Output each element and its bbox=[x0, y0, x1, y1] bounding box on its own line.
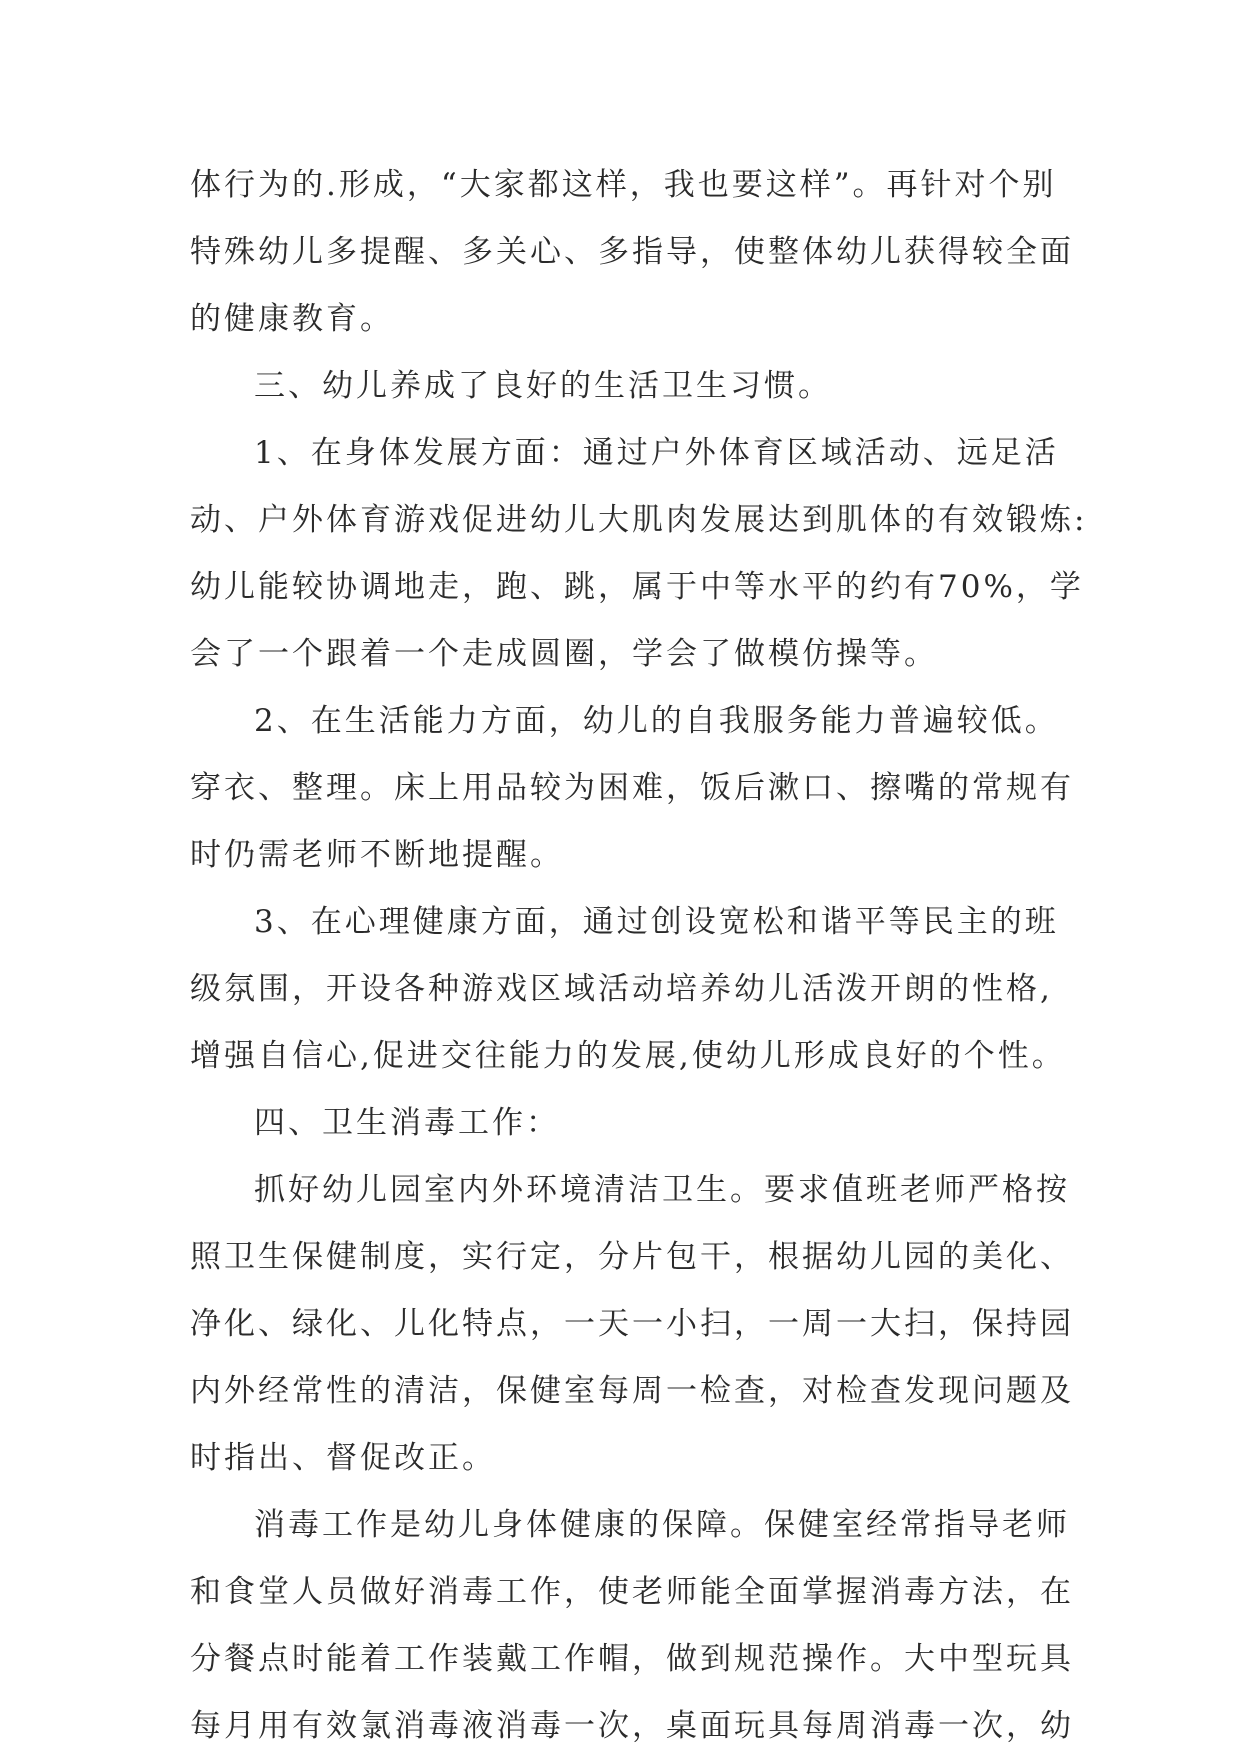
text-line: 时指出、督促改正。 bbox=[190, 1440, 496, 1476]
text-line: 和食堂人员做好消毒工作，使老师能全面掌握消毒方法，在 bbox=[190, 1574, 1074, 1610]
text-line: 会了一个跟着一个走成圆圈，学会了做模仿操等。 bbox=[190, 636, 938, 672]
text-line: 分餐点时能着工作装戴工作帽，做到规范操作。大中型玩具 bbox=[190, 1641, 1074, 1677]
text-line: 照卫生保健制度，实行定，分片包干，根据幼儿园的美化、 bbox=[190, 1239, 1074, 1275]
text-line: 消毒工作是幼儿身体健康的保障。保健室经常指导老师 bbox=[254, 1507, 1070, 1543]
text-line: 幼儿能较协调地走，跑、跳，属于中等水平的约有70%，学 bbox=[190, 569, 1084, 605]
text-line: 穿衣、整理。床上用品较为困难，饭后漱口、擦嘴的常规有 bbox=[190, 770, 1074, 806]
text-line: 2、在生活能力方面，幼儿的自我服务能力普遍较低。 bbox=[254, 703, 1059, 739]
body-text bbox=[190, 152, 1088, 1760]
text-line: 每月用有效氯消毒液消毒一次，桌面玩具每周消毒一次，幼 bbox=[190, 1708, 1074, 1744]
text-line: 抓好幼儿园室内外环境清洁卫生。要求值班老师严格按 bbox=[254, 1172, 1070, 1208]
text-line: 内外经常性的清洁，保健室每周一检查，对检查发现问题及 bbox=[190, 1373, 1074, 1409]
section-heading-3: 三、幼儿养成了良好的生活卫生习惯。 bbox=[254, 368, 832, 404]
text-line: 净化、绿化、儿化特点，一天一小扫，一周一大扫，保持园 bbox=[190, 1306, 1074, 1342]
text-line: 的健康教育。 bbox=[190, 301, 394, 337]
section-heading-4: 四、卫生消毒工作： bbox=[254, 1105, 560, 1141]
text-line: 体行为的.形成，“大家都这样，我也要这样”。再针对个别 bbox=[190, 167, 1057, 203]
text-line: 级氛围，开设各种游戏区域活动培养幼儿活泼开朗的性格, bbox=[190, 971, 1053, 1007]
text-line: 特殊幼儿多提醒、多关心、多指导，使整体幼儿获得较全面 bbox=[190, 234, 1074, 270]
text-line: 时仍需老师不断地提醒。 bbox=[190, 837, 564, 873]
text-line: 3、在心理健康方面，通过创设宽松和谐平等民主的班 bbox=[254, 904, 1059, 940]
text-line: 1、在身体发展方面：通过户外体育区域活动、远足活 bbox=[254, 435, 1059, 471]
text-line: 动、户外体育游戏促进幼儿大肌肉发展达到肌体的有效锻炼: bbox=[190, 502, 1088, 538]
text-line: 增强自信心,促进交往能力的发展,使幼儿形成良好的个性。 bbox=[190, 1038, 1066, 1074]
